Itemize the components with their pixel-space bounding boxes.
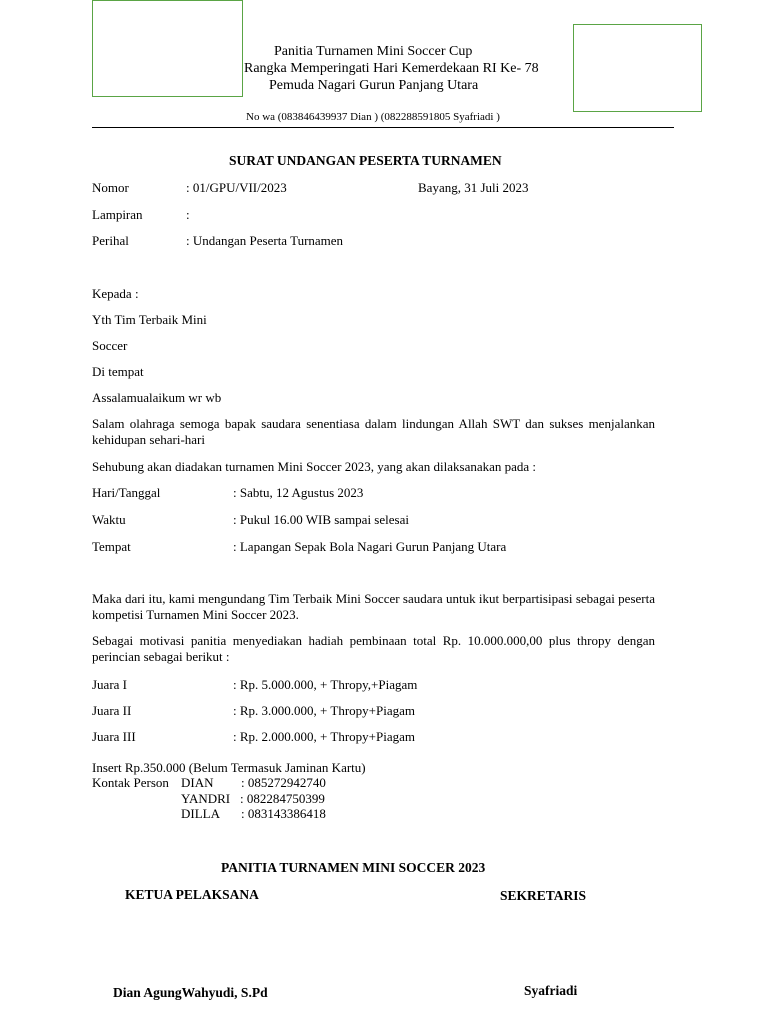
recipient-line-2: Soccer: [92, 338, 128, 353]
lampiran-label: Lampiran: [92, 207, 143, 222]
prize-1-value: : Rp. 5.000.000, + Thropy,+Piagam: [233, 677, 418, 692]
left-logo-box: [92, 0, 243, 97]
insert-fee: Insert Rp.350.000 (Belum Termasuk Jaminan Kartu): [92, 760, 366, 775]
paragraph-salam: Salam olahraga semoga bapak saudara senentiasa dalam lindungan Allah SWT dan sukses menjalankan kehidupan sehari-hari: [92, 416, 655, 447]
greeting: Assalamualaikum wr wb: [92, 390, 222, 405]
contact-phone-yandri: : 082284750399: [240, 791, 325, 806]
event-time-label: Waktu: [92, 512, 126, 527]
header-divider: [92, 127, 674, 128]
prize-2-label: Juara II: [92, 703, 132, 718]
signatory-sekretaris: Syafriadi: [524, 983, 578, 998]
lampiran-value: :: [186, 207, 190, 222]
contact-phone-dilla: : 083143386418: [241, 806, 326, 821]
letter-title: SURAT UNDANGAN PESERTA TURNAMEN: [229, 153, 502, 168]
role-sekretaris: SEKRETARIS: [500, 888, 587, 903]
recipient-line-1: Yth Tim Terbaik Mini: [92, 312, 207, 327]
prize-1-label: Juara I: [92, 677, 128, 692]
event-date-label: Hari/Tanggal: [92, 485, 161, 500]
place-date: Bayang, 31 Juli 2023: [418, 180, 529, 195]
paragraph-prize-intro: Sebagai motivasi panitia menyediakan hadiah pembinaan total Rp. 10.000.000,00 plus thropy dengan perincian sebagai berikut :: [92, 633, 655, 664]
header-line-1: Panitia Turnamen Mini Soccer Cup: [274, 44, 473, 59]
event-date-value: : Sabtu, 12 Agustus 2023: [233, 485, 364, 500]
header-line-3: Pemuda Nagari Gurun Panjang Utara: [269, 78, 479, 93]
committee-title: PANITIA TURNAMEN MINI SOCCER 2023: [221, 860, 486, 875]
event-place-value: : Lapangan Sepak Bola Nagari Gurun Panjang Utara: [233, 539, 507, 554]
role-ketua: KETUA PELAKSANA: [125, 887, 259, 902]
nomor-label: Nomor: [92, 180, 129, 195]
signatory-ketua: Dian AgungWahyudi, S.Pd: [113, 985, 268, 1000]
paragraph-invitation: Maka dari itu, kami mengundang Tim Terbaik Mini Soccer saudara untuk ikut berpartisipasi sebagai peserta kompetisi Turnamen Mini Soccer 2023.: [92, 591, 655, 622]
recipient-line-3: Di tempat: [92, 364, 144, 379]
prize-3-value: : Rp. 2.000.000, + Thropy+Piagam: [233, 729, 415, 744]
prize-3-label: Juara III: [92, 729, 136, 744]
header-contact: No wa (083846439937 Dian ) (082288591805 Syafriadi ): [246, 111, 500, 123]
perihal-label: Perihal: [92, 233, 129, 248]
contact-name-dilla: DILLA: [181, 806, 220, 821]
perihal-value: : Undangan Peserta Turnamen: [186, 233, 344, 248]
contact-name-yandri: YANDRI: [181, 791, 231, 806]
right-logo-box: [573, 24, 702, 112]
paragraph-sehubung: Sehubung akan diadakan turnamen Mini Soccer 2023, yang akan dilaksanakan pada :: [92, 459, 537, 474]
nomor-value: : 01/GPU/VII/2023: [186, 180, 287, 195]
event-place-label: Tempat: [92, 539, 131, 554]
contact-label: Kontak Person: [92, 775, 169, 790]
header-line-2: Rangka Memperingati Hari Kemerdekaan RI Ke- 78: [244, 61, 539, 76]
prize-2-value: : Rp. 3.000.000, + Thropy+Piagam: [233, 703, 415, 718]
contact-phone-dian: : 085272942740: [241, 775, 326, 790]
kepada-label: Kepada :: [92, 286, 139, 301]
event-time-value: : Pukul 16.00 WIB sampai selesai: [233, 512, 409, 527]
contact-name-dian: DIAN: [181, 775, 214, 790]
